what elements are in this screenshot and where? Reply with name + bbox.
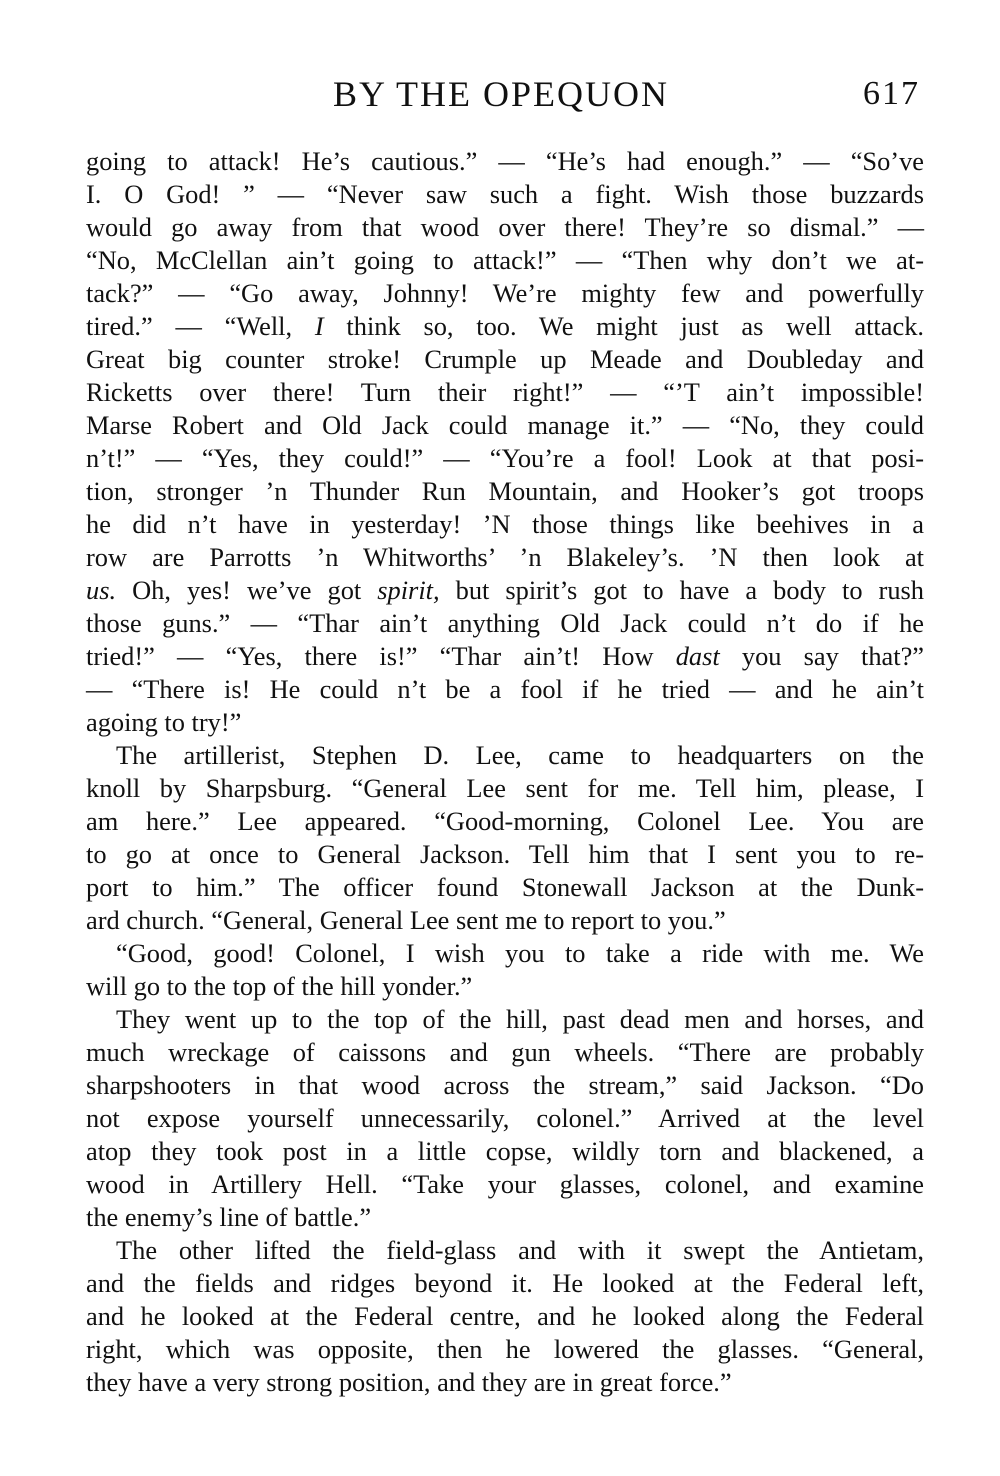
text-line: not expose yourself unnecessarily, colonel.” Arrived at the level — [86, 1103, 924, 1133]
text-line: The artillerist, Stephen D. Lee, came to headquarters on the — [116, 740, 924, 770]
text-line: tack?” — “Go away, Johnny! We’re mighty few and powerfully — [86, 278, 924, 308]
text-line: I. O God! ” — “Never saw such a fight. Wish those buzzards — [86, 179, 924, 209]
text-line: port to him.” The officer found Stonewall Jackson at the Dunk- — [86, 872, 924, 902]
text-line: knoll by Sharpsburg. “General Lee sent for me. Tell him, please, I — [86, 773, 924, 803]
body-text — [86, 145, 924, 1399]
text-line: sharpshooters in that wood across the stream,” said Jackson. “Do — [86, 1070, 924, 1100]
text-line: wood in Artillery Hell. “Take your glasses, colonel, and examine — [86, 1169, 924, 1199]
text-line: They went up to the top of the hill, past dead men and horses, and — [116, 1004, 924, 1034]
text-line: they have a very strong position, and they are in great force.” — [86, 1367, 732, 1397]
text-line: “Good, good! Colonel, I wish you to take a ride with me. We — [116, 938, 924, 968]
text-line: he did n’t have in yesterday! ’N those things like beehives in a — [86, 509, 924, 539]
page-number: 617 — [863, 75, 920, 112]
text-line: the enemy’s line of battle.” — [86, 1202, 372, 1232]
text-line: ard church. “General, General Lee sent me to report to you.” — [86, 905, 726, 935]
text-line: right, which was opposite, then he lowered the glasses. “General, — [86, 1334, 924, 1364]
text-line: going to attack! He’s cautious.” — “He’s had enough.” — “So’ve — [86, 146, 924, 176]
text-line: tion, stronger ’n Thunder Run Mountain, and Hooker’s got troops — [86, 476, 924, 506]
text-line: would go away from that wood over there! They’re so dismal.” — — [86, 212, 924, 242]
text-line: The other lifted the field-glass and with it swept the Antietam, — [116, 1235, 924, 1265]
text-line: and he looked at the Federal centre, and he looked along the Federal — [86, 1301, 924, 1331]
text-line: am here.” Lee appeared. “Good-morning, Colonel Lee. You are — [86, 806, 924, 836]
text-line: atop they took post in a little copse, wildly torn and blackened, a — [86, 1136, 924, 1166]
text-line: n’t!” — “Yes, they could!” — “You’re a fool! Look at that posi- — [86, 443, 924, 473]
text-line: those guns.” — “Thar ain’t anything Old Jack could n’t do if he — [86, 608, 924, 638]
text-line: row are Parrotts ’n Whitworths’ ’n Blakeley’s. ’N then look at — [86, 542, 924, 572]
text-line: us. Oh, yes! we’ve got spirit, but spirit’s got to have a body to rush — [86, 575, 924, 605]
text-line: will go to the top of the hill yonder.” — [86, 971, 473, 1001]
text-line: “No, McClellan ain’t going to attack!” — “Then why don’t we at- — [86, 245, 924, 275]
text-line: Ricketts over there! Turn their right!” — “’T ain’t impossible! — [86, 377, 924, 407]
running-head: BY THE OPEQUON — [332, 74, 669, 114]
text-line: and the fields and ridges beyond it. He looked at the Federal left, — [86, 1268, 924, 1298]
text-line: agoing to try!” — [86, 707, 242, 737]
text-line: tired.” — “Well, I think so, too. We might just as well attack. — [86, 311, 924, 341]
text-line: to go at once to General Jackson. Tell him that I sent you to re- — [86, 839, 924, 869]
text-line: much wreckage of caissons and gun wheels. “There are probably — [86, 1037, 924, 1067]
page-header — [82, 72, 920, 122]
text-line: Great big counter stroke! Crumple up Meade and Doubleday and — [86, 344, 924, 374]
text-line: Marse Robert and Old Jack could manage it.” — “No, they could — [86, 410, 924, 440]
text-line: tried!” — “Yes, there is!” “Thar ain’t! How dast you say that?” — [86, 641, 925, 671]
text-line: — “There is! He could n’t be a fool if he tried — and he ain’t — [86, 674, 924, 704]
